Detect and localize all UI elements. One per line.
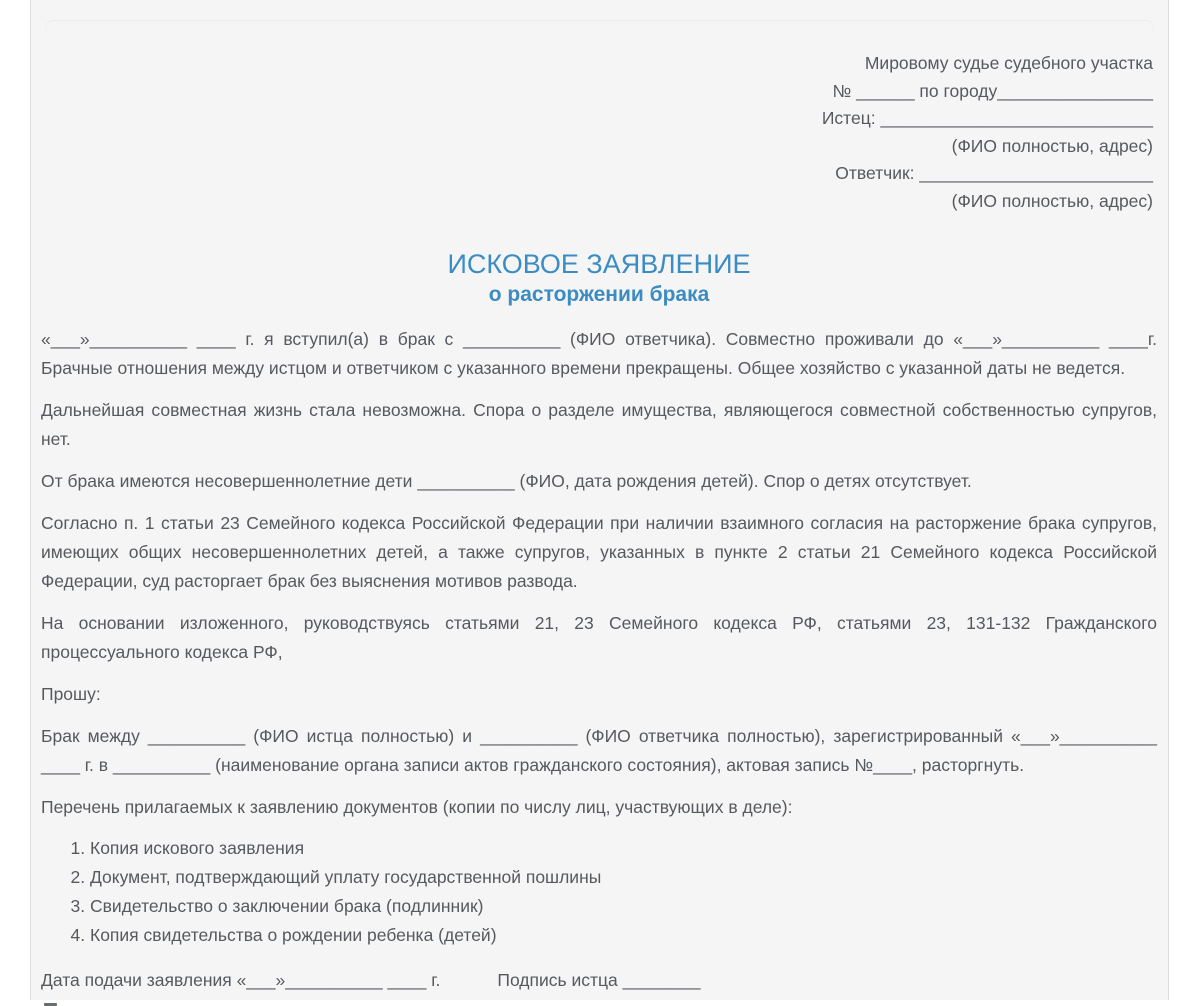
- court-header-line-judge: Мировому судье судебного участка: [864, 53, 1153, 73]
- footer-row: [41, 966, 1157, 995]
- court-header-hint-plaintiff: (ФИО полностью, адрес): [951, 135, 1153, 156]
- court-header-line-plaintiff: Истец: ____________________________: [821, 108, 1153, 128]
- document-panel: [30, 0, 1169, 1000]
- attachment-item-marriage-certificate: 3. Свидетельство о заключении брака (подлинник): [90, 892, 1157, 921]
- paragraph-impossibility: Дальнейшая совместная жизнь стала невозможна. Спора о разделе имущества, являющегося совместной собственностью супругов, нет.: [41, 400, 1157, 449]
- court-header-line-defendant: Ответчик: ________________________: [835, 163, 1153, 183]
- court-header-hint-defendant: (ФИО полностью, адрес): [951, 190, 1153, 211]
- paragraph-request: Брак между __________ (ФИО истца полностью) и __________ (ФИО ответчика полностью), зарегистрированный «___»__________ ____ г. в __________ (наименование органа записи актов гражданского состояния), актовая запись №____, расторгнуть.: [41, 726, 1157, 775]
- attachment-item-state-fee: 2. Документ, подтверждающий уплату государственной пошлины: [90, 863, 1157, 892]
- document-subtitle: о расторжении брака: [488, 283, 710, 306]
- filing-date-line: Дата подачи заявления «___»__________ ____ г.: [41, 970, 441, 990]
- court-header-block: [41, 50, 1157, 215]
- attachment-item-claim-copy: 1. Копия искового заявления: [90, 834, 1157, 863]
- signature-line: Подпись истца ________: [497, 970, 701, 990]
- document-body: [41, 0, 1157, 1006]
- paragraph-conclusion: На основании изложенного, руководствуясь статьями 21, 23 Семейного кодекса РФ, статьями 23, 131-132 Гражданского процессуального кодекса РФ,: [41, 613, 1157, 662]
- attachments-intro: Перечень прилагаемых к заявлению документов (копии по числу лиц, участвующих в деле):: [41, 797, 793, 817]
- court-header-line-number-city: № ______ по городу________________: [832, 80, 1153, 101]
- paragraph-marriage-facts: «___»__________ ____ г. я вступил(а) в брак с __________ (ФИО ответчика). Совместно проживали до «___»__________ ____г. Брачные отношения между истцом и ответчиком с указанного времени прекращены. Общее хозяйство с указанной даты не ведется.: [41, 329, 1157, 378]
- attachment-item-birth-certificate: 4. Копия свидетельства о рождении ребенка (детей): [90, 921, 1157, 950]
- paragraph-children: От брака имеются несовершеннолетние дети __________ (ФИО, дата рождения детей). Спор о детях отсутствует.: [41, 471, 972, 491]
- request-label: Прошу:: [41, 684, 101, 704]
- document-title: ИСКОВОЕ ЗАЯВЛЕНИЕ: [447, 249, 751, 279]
- attachments-list: [41, 834, 1157, 950]
- paragraph-legal-basis: Согласно п. 1 статьи 23 Семейного кодекса Российской Федерации при наличии взаимного согласия на расторжение брака супругов, имеющих общих несовершеннолетних детей, а также супругов, указанных в пункте 2 статьи 21 Семейного кодекса Российской Федерации, суд расторгает брак без выяснения мотивов развода.: [41, 513, 1157, 591]
